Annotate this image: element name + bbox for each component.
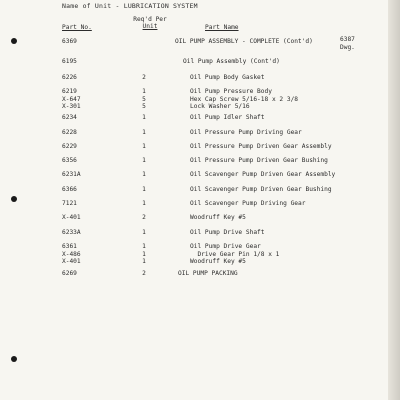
drawing-reference: 6387 Dwg. (340, 36, 355, 51)
part-name (190, 171, 335, 179)
part-name (183, 58, 280, 66)
part-number (62, 157, 77, 165)
part-name-line: Oil Pump Idler Shaft (190, 114, 265, 121)
part-name (190, 143, 332, 151)
part-number-line: X-401 (62, 214, 81, 221)
part-number-line: 6356 (62, 157, 77, 164)
part-number-line: X-301 (62, 103, 81, 110)
part-name (190, 74, 265, 82)
part-number-line: X-486 (62, 250, 81, 258)
part-number-line: 6195 (62, 58, 77, 65)
part-name (190, 229, 265, 237)
part-name-line: Oil Pressure Pump Driving Gear (190, 129, 302, 136)
quantity-line: 1 (142, 186, 146, 193)
quantity (138, 270, 150, 278)
quantity (138, 157, 150, 165)
quantity-line: 1 (142, 171, 146, 178)
part-number-line: 6361 (62, 243, 77, 250)
part-number (62, 129, 77, 137)
part-name (190, 114, 265, 122)
quantity-line: 1 (142, 200, 146, 207)
quantity-line: 1 (142, 243, 146, 250)
part-number (62, 186, 77, 194)
part-number-line: 6366 (62, 186, 77, 193)
part-name (178, 270, 238, 278)
header-part-name: Part Name (205, 24, 239, 31)
binding-hole (11, 196, 17, 202)
part-name (190, 157, 328, 165)
part-number-line: 6229 (62, 143, 77, 150)
part-number (62, 114, 77, 122)
part-number (62, 270, 77, 278)
part-name (190, 200, 305, 208)
quantity-line: 1 (142, 157, 146, 164)
quantity (138, 171, 150, 179)
quantity-line: 1 (142, 143, 146, 150)
part-name (190, 129, 302, 137)
quantity (138, 229, 150, 237)
part-name (190, 186, 332, 194)
quantity-line: 5 (142, 103, 146, 110)
binding-strip (0, 0, 32, 400)
quantity-line: 1 (142, 88, 146, 95)
quantity-line: 1 (142, 129, 146, 136)
part-name-line: Drive Gear Pin 1/8 x 1 (190, 250, 280, 258)
part-name (190, 214, 246, 222)
unit-title: Name of Unit - LUBRICATION SYSTEM (62, 2, 198, 10)
part-name-line: Oil Pump Pressure Body (190, 88, 272, 95)
quantity-line: 1 (142, 229, 146, 236)
part-number-line: 6226 (62, 74, 77, 81)
part-name-line: Oil Pump Body Gasket (190, 74, 265, 81)
part-name-line: Oil Pressure Pump Driven Gear Assembly (190, 143, 332, 150)
part-name-line: Lock Washer 5/16 (190, 103, 250, 110)
header-reqd: Req'd Per Unit (133, 16, 167, 30)
part-number-line: 7121 (62, 200, 77, 207)
part-number-line: 6219 (62, 88, 77, 95)
quantity (138, 74, 150, 82)
quantity (138, 129, 150, 137)
part-name-line: Oil Scavenger Pump Driving Gear (190, 200, 306, 207)
part-number-line: X-401 (62, 258, 81, 265)
part-name (175, 38, 313, 46)
quantity (138, 114, 150, 122)
quantity-line: 2 (142, 74, 146, 81)
quantity (138, 186, 150, 194)
part-name-line: Oil Scavenger Pump Driven Gear Assembly (190, 171, 336, 178)
part-name-line: Oil Pressure Pump Driven Gear Bushing (190, 157, 328, 164)
quantity (138, 88, 150, 111)
part-number (62, 200, 77, 208)
part-number (62, 58, 77, 66)
part-name-line: Oil Scavenger Pump Driven Gear Bushing (190, 186, 332, 193)
quantity (138, 143, 150, 151)
part-number (62, 74, 77, 82)
quantity (138, 200, 150, 208)
quantity-line: 1 (142, 250, 146, 258)
quantity (138, 243, 150, 266)
part-name-line: Woodruff Key #5 (190, 258, 246, 265)
quantity (138, 214, 150, 222)
part-name-line: OIL PUMP PACKING (178, 270, 238, 277)
quantity-line: 2 (142, 270, 146, 277)
part-number-line: 6369 (62, 38, 77, 45)
part-number (62, 243, 81, 266)
part-number-line: 6228 (62, 129, 77, 136)
part-number-line: 6233A (62, 229, 81, 236)
binding-hole (11, 356, 17, 362)
binding-hole (11, 38, 17, 44)
quantity-line: 1 (142, 114, 146, 121)
page-edge (388, 0, 400, 400)
part-name-line: OIL PUMP ASSEMBLY - COMPLETE (Cont'd) (175, 38, 313, 45)
part-name (190, 88, 298, 111)
quantity-line: 5 (142, 95, 146, 103)
part-name-line: Oil Pump Assembly (Cont'd) (183, 58, 280, 65)
part-name-line: Oil Pump Drive Gear (190, 243, 261, 250)
quantity-line: 2 (142, 214, 146, 221)
part-number-line: 6231A (62, 171, 81, 178)
part-number-line: X-647 (62, 95, 81, 103)
part-name (190, 243, 279, 266)
part-name-line: Hex Cap Screw 5/16-18 x 2 3/8 (190, 95, 299, 103)
part-number (62, 38, 77, 46)
part-number (62, 171, 81, 179)
part-name-line: Oil Pump Drive Shaft (190, 229, 265, 236)
part-number (62, 214, 81, 222)
part-number (62, 229, 81, 237)
part-name-line: Woodruff Key #5 (190, 214, 246, 221)
header-part-no: Part No. (62, 24, 92, 31)
part-number (62, 88, 81, 111)
part-number-line: 6234 (62, 114, 77, 121)
quantity-line: 1 (142, 258, 146, 265)
part-number (62, 143, 77, 151)
part-number-line: 6269 (62, 270, 77, 277)
